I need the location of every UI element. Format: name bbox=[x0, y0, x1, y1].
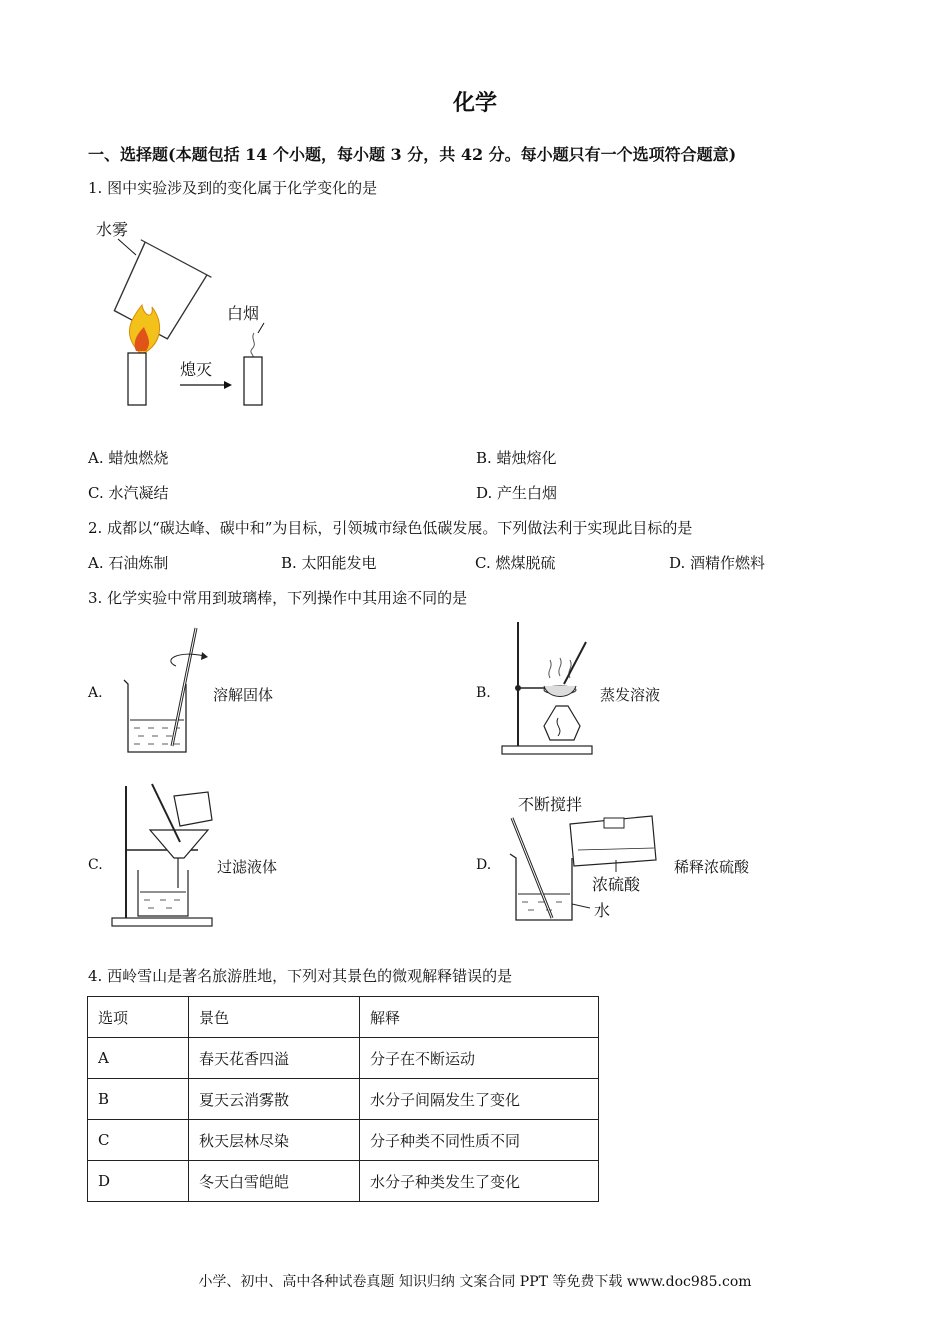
q3-filter-figure bbox=[108, 780, 218, 930]
table-cell: B bbox=[88, 1079, 189, 1120]
table-row bbox=[88, 1079, 599, 1120]
q3-evaporate-figure bbox=[498, 618, 598, 758]
q1-option-d[interactable]: D. 产生白烟 bbox=[476, 484, 558, 502]
table-cell: 水分子间隔发生了变化 bbox=[360, 1079, 599, 1120]
table-cell: 春天花香四溢 bbox=[189, 1038, 360, 1079]
q1-label-smoke: 白烟 bbox=[227, 304, 260, 323]
table-header-cell: 景色 bbox=[189, 997, 360, 1038]
table-row bbox=[88, 1120, 599, 1161]
q3-label-acid: 浓硫酸 bbox=[592, 875, 641, 894]
q1-option-b[interactable]: B. 蜡烛熔化 bbox=[476, 449, 557, 467]
q3-stem: 3. 化学实验中常用到玻璃棒，下列操作中其用途不同的是 bbox=[88, 589, 468, 607]
q2-option-a[interactable]: A. 石油炼制 bbox=[88, 554, 169, 572]
table-cell: 冬天白雪皑皑 bbox=[189, 1161, 360, 1202]
q1-option-a[interactable]: A. 蜡烛燃烧 bbox=[88, 449, 169, 467]
table-header-row bbox=[88, 997, 599, 1038]
q1-option-c[interactable]: C. 水汽凝结 bbox=[88, 484, 169, 502]
table-cell: C bbox=[88, 1120, 189, 1161]
q3-dilute-figure bbox=[506, 790, 666, 925]
q1-label-mist: 水雾 bbox=[96, 220, 129, 239]
table-cell: 夏天云消雾散 bbox=[189, 1079, 360, 1120]
q3-option-b-caption: 蒸发溶液 bbox=[600, 686, 661, 704]
table-header-cell: 解释 bbox=[360, 997, 599, 1038]
table-row bbox=[88, 1161, 599, 1202]
q2-option-b[interactable]: B. 太阳能发电 bbox=[281, 554, 377, 572]
q3-option-d-letter[interactable]: D. bbox=[476, 857, 492, 873]
q2-option-d[interactable]: D. 酒精作燃料 bbox=[669, 554, 766, 572]
table-cell: 分子种类不同性质不同 bbox=[360, 1120, 599, 1161]
page-title: 化学 bbox=[452, 90, 497, 116]
q4-table bbox=[87, 996, 599, 1202]
table-cell: D bbox=[88, 1161, 189, 1202]
q1-candle-figure bbox=[92, 215, 292, 410]
q3-label-stir: 不断搅拌 bbox=[518, 795, 583, 814]
q3-option-d-caption: 稀释浓硫酸 bbox=[674, 858, 750, 876]
table-header-cell: 选项 bbox=[88, 997, 189, 1038]
q1-label-extinguish: 熄灭 bbox=[180, 360, 213, 379]
table-cell: 分子在不断运动 bbox=[360, 1038, 599, 1079]
table-cell: A bbox=[88, 1038, 189, 1079]
q3-option-c-caption: 过滤液体 bbox=[217, 858, 278, 876]
page-footer: 小学、初中、高中各种试卷真题 知识归纳 文案合同 PPT 等免费下载 www.doc985.com bbox=[198, 1274, 752, 1290]
q2-stem: 2. 成都以“碳达峰、碳中和”为目标，引领城市绿色低碳发展。下列做法利于实现此目标的是 bbox=[88, 519, 693, 537]
section-heading: 一、选择题(本题包括 14 个小题，每小题 3 分，共 42 分。每小题只有一个选项符合题意) bbox=[88, 145, 737, 164]
q1-stem: 1. 图中实验涉及到的变化属于化学变化的是 bbox=[88, 179, 378, 197]
q3-option-c-letter[interactable]: C. bbox=[88, 857, 103, 873]
q3-label-water: 水 bbox=[594, 901, 611, 920]
q3-dissolve-figure bbox=[118, 622, 208, 757]
q3-option-b-letter[interactable]: B. bbox=[476, 685, 491, 701]
q3-option-a-letter[interactable]: A. bbox=[88, 685, 103, 701]
q4-stem: 4. 西岭雪山是著名旅游胜地，下列对其景色的微观解释错误的是 bbox=[88, 967, 513, 985]
q2-option-c[interactable]: C. 燃煤脱硫 bbox=[475, 554, 556, 572]
table-row bbox=[88, 1038, 599, 1079]
table-cell: 秋天层林尽染 bbox=[189, 1120, 360, 1161]
q3-option-a-caption: 溶解固体 bbox=[213, 686, 274, 704]
table-cell: 水分子种类发生了变化 bbox=[360, 1161, 599, 1202]
